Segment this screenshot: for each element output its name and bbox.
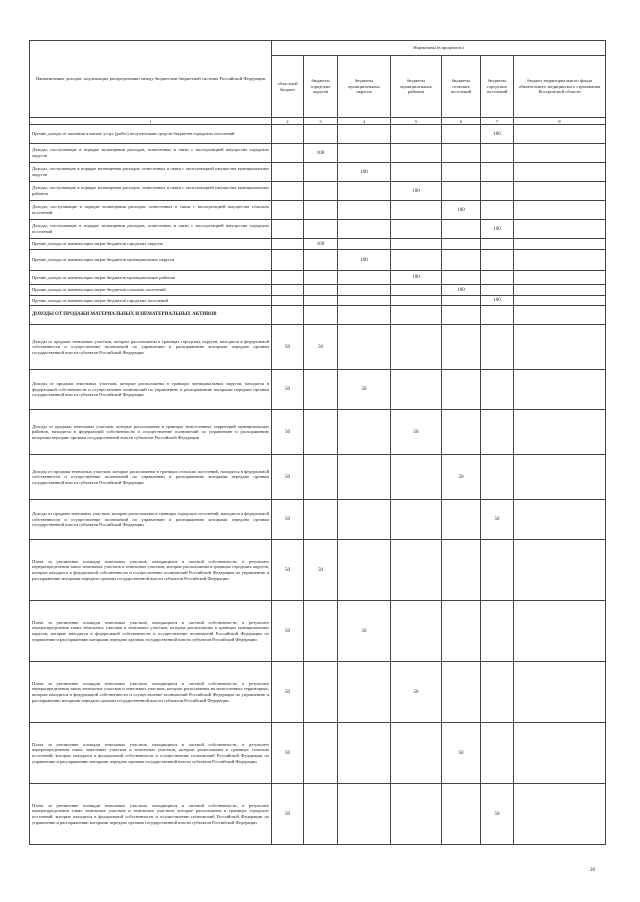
norm-value bbox=[481, 306, 514, 325]
table-row bbox=[30, 201, 606, 220]
revenue-name: Прочие доходы от компенсации затрат бюджетов сельских поселений bbox=[30, 285, 272, 296]
column-number: 2 bbox=[272, 118, 304, 125]
norm-value bbox=[272, 144, 304, 163]
table-row bbox=[30, 662, 606, 723]
norm-value bbox=[481, 163, 514, 182]
revenue-name: Прочие доходы от компенсации затрат бюджетов городских округов bbox=[30, 239, 272, 250]
revenue-name: Прочие доходы от оказания платных услуг (работ) получателями средств бюджетов городских поселений bbox=[30, 125, 272, 144]
table-row bbox=[30, 144, 606, 163]
norm-value bbox=[338, 325, 391, 370]
revenue-name: Доходы от продажи земельных участков, которые расположены в границах городских поселений, находятся в федеральной собственности и осуществление полномочий по управлению и распоряжению которыми передано органам государственной власти субъектов Российской Федерации bbox=[30, 500, 272, 540]
norm-value: 50 bbox=[272, 455, 304, 500]
table-row bbox=[30, 271, 606, 285]
norm-value bbox=[272, 201, 304, 220]
norm-value bbox=[391, 306, 442, 325]
norm-value bbox=[481, 662, 514, 723]
norm-value bbox=[514, 285, 606, 296]
norm-value bbox=[391, 220, 442, 239]
norm-value bbox=[481, 271, 514, 285]
norm-value: 50 bbox=[442, 723, 481, 784]
norm-value bbox=[514, 784, 606, 845]
name-column-header: Наименование доходов, подлежащих распределению между бюджетами бюджетной системы Российской Федерации bbox=[30, 41, 272, 118]
table-row bbox=[30, 455, 606, 500]
revenue-name: Доходы от продажи земельных участков, которые расположены в границах межселенных территорий муниципальных районов, находятся в федеральной собственности и осуществление полномочий по управлению и распоряжению которыми передано органам государственной власти субъектов Российской Федерации bbox=[30, 410, 272, 455]
table-row bbox=[30, 239, 606, 250]
norm-value bbox=[481, 601, 514, 662]
norm-value bbox=[304, 163, 338, 182]
norm-value bbox=[391, 163, 442, 182]
norm-value bbox=[514, 144, 606, 163]
norm-value bbox=[272, 296, 304, 306]
norm-value: 50 bbox=[304, 325, 338, 370]
norm-value bbox=[391, 455, 442, 500]
norm-value bbox=[338, 125, 391, 144]
norm-value: 50 bbox=[338, 370, 391, 410]
norm-value: 50 bbox=[272, 370, 304, 410]
norm-value bbox=[514, 455, 606, 500]
section-row bbox=[30, 306, 606, 325]
norm-value bbox=[442, 370, 481, 410]
revenue-name: Доходы, поступающие в порядке возмещения расходов, понесенных в связи с эксплуатацией имущества муниципальных округов bbox=[30, 163, 272, 182]
norm-value bbox=[391, 285, 442, 296]
norm-value bbox=[391, 144, 442, 163]
col-header-municipal-regions: бюджеты муниципальных районов bbox=[391, 56, 442, 118]
table-row bbox=[30, 250, 606, 271]
norm-value: 50 bbox=[272, 662, 304, 723]
norm-value bbox=[272, 271, 304, 285]
table-row bbox=[30, 325, 606, 370]
norm-value bbox=[304, 250, 338, 271]
norm-value bbox=[442, 296, 481, 306]
norm-value: 50 bbox=[272, 723, 304, 784]
norm-value bbox=[481, 250, 514, 271]
col-header-city-districts: бюджеты городских округов bbox=[304, 56, 338, 118]
norm-value bbox=[442, 540, 481, 601]
revenue-name: Прочие доходы от компенсации затрат бюджетов городских поселений bbox=[30, 296, 272, 306]
norm-value: 50 bbox=[391, 662, 442, 723]
norm-value bbox=[338, 455, 391, 500]
norm-value: 100 bbox=[304, 144, 338, 163]
norm-value: 100 bbox=[481, 220, 514, 239]
norm-value bbox=[391, 325, 442, 370]
norm-value bbox=[338, 239, 391, 250]
norm-value bbox=[514, 325, 606, 370]
norm-value bbox=[514, 540, 606, 601]
norm-value: 50 bbox=[272, 784, 304, 845]
norm-value bbox=[272, 306, 304, 325]
norm-value: 100 bbox=[481, 125, 514, 144]
norm-value bbox=[514, 410, 606, 455]
table-row bbox=[30, 540, 606, 601]
norm-value bbox=[338, 182, 391, 201]
norm-value bbox=[514, 296, 606, 306]
norm-value bbox=[338, 410, 391, 455]
revenue-name: Доходы, поступающие в порядке возмещения расходов, понесенных в связи с эксплуатацией имущества городских поселений bbox=[30, 220, 272, 239]
norm-value bbox=[514, 163, 606, 182]
norm-value bbox=[304, 201, 338, 220]
norm-value bbox=[514, 125, 606, 144]
norm-value: 100 bbox=[391, 271, 442, 285]
norm-value: 50 bbox=[272, 540, 304, 601]
section-title: ДОХОДЫ ОТ ПРОДАЖИ МАТЕРИАЛЬНЫХ И НЕМАТЕРИАЛЬНЫХ АКТИВОВ bbox=[30, 306, 272, 325]
norm-value bbox=[391, 239, 442, 250]
norm-value bbox=[304, 500, 338, 540]
norm-value bbox=[304, 370, 338, 410]
column-number: 1 bbox=[30, 118, 272, 125]
norm-value bbox=[442, 601, 481, 662]
norm-value bbox=[391, 723, 442, 784]
norm-value bbox=[514, 239, 606, 250]
norm-value bbox=[338, 296, 391, 306]
table-row bbox=[30, 296, 606, 306]
norm-value bbox=[338, 784, 391, 845]
norm-value bbox=[391, 601, 442, 662]
table-row bbox=[30, 370, 606, 410]
column-number: 4 bbox=[338, 118, 391, 125]
norm-value bbox=[442, 325, 481, 370]
norm-value bbox=[481, 239, 514, 250]
revenue-name: Доходы, поступающие в порядке возмещения расходов, понесенных в связи с эксплуатацией имущества городских округов bbox=[30, 144, 272, 163]
norm-value bbox=[514, 306, 606, 325]
norm-value bbox=[272, 220, 304, 239]
revenue-name: Плата за увеличение площади земельных участков, находящихся в частной собственности, в результате перераспределения таких земельных участков и земельных участков, которые расположены в границах сельских поселений, которые находятся в федеральной собственности и осуществление полномочий Российской Федерации по управлению и распоряжению которыми передано органам государственной власти субъектов Российской Федерации bbox=[30, 723, 272, 784]
norm-value bbox=[442, 144, 481, 163]
norm-value bbox=[514, 250, 606, 271]
norm-value: 50 bbox=[304, 540, 338, 601]
column-numbers-row bbox=[30, 118, 606, 125]
norm-value bbox=[481, 325, 514, 370]
col-header-rural-settlements: бюджеты сельских поселений bbox=[442, 56, 481, 118]
norm-value bbox=[514, 220, 606, 239]
norm-value: 50 bbox=[338, 601, 391, 662]
norm-value bbox=[514, 500, 606, 540]
col-header-regional: областной бюджет bbox=[272, 56, 304, 118]
norm-value bbox=[481, 455, 514, 500]
norm-value bbox=[481, 182, 514, 201]
table-row bbox=[30, 125, 606, 144]
norm-value bbox=[391, 500, 442, 540]
norm-value bbox=[442, 410, 481, 455]
norm-value: 50 bbox=[442, 455, 481, 500]
table-row bbox=[30, 601, 606, 662]
revenue-norms-table bbox=[29, 40, 606, 845]
norm-value bbox=[514, 601, 606, 662]
norm-value: 50 bbox=[272, 601, 304, 662]
norm-value bbox=[442, 271, 481, 285]
norm-value bbox=[304, 784, 338, 845]
norm-value bbox=[338, 540, 391, 601]
table-row bbox=[30, 784, 606, 845]
table-body bbox=[30, 125, 606, 845]
norm-value: 100 bbox=[481, 296, 514, 306]
norm-value: 100 bbox=[442, 201, 481, 220]
norm-value bbox=[338, 271, 391, 285]
revenue-name: Прочие доходы от компенсации затрат бюджетов муниципальных округов bbox=[30, 250, 272, 271]
norm-value bbox=[391, 201, 442, 220]
revenue-name: Доходы, поступающие в порядке возмещения расходов, понесенных в связи с эксплуатацией имущества сельских поселений bbox=[30, 201, 272, 220]
norm-value bbox=[442, 220, 481, 239]
norm-value bbox=[272, 163, 304, 182]
norm-value: 100 bbox=[391, 182, 442, 201]
norm-value bbox=[338, 201, 391, 220]
norm-value bbox=[481, 370, 514, 410]
norm-value bbox=[272, 182, 304, 201]
column-number: 7 bbox=[481, 118, 514, 125]
norm-value bbox=[442, 500, 481, 540]
norm-value: 50 bbox=[272, 500, 304, 540]
norm-value bbox=[442, 250, 481, 271]
norm-value bbox=[481, 410, 514, 455]
norm-value bbox=[338, 220, 391, 239]
norm-value bbox=[338, 285, 391, 296]
revenue-name: Доходы от продажи земельных участков, которые расположены в границах муниципальных округов, находятся в федеральной собственности и осуществление полномочий по управлению и распоряжению которыми передано органам государственной власти субъектов Российской Федерации bbox=[30, 370, 272, 410]
revenue-name: Плата за увеличение площади земельных участков, находящихся в частной собственности, в результате перераспределения таких земельных участков и земельных участков, которые расположены в границах городских поселений, которые находятся в федеральной собственности и осуществление полномочий Российской Федерации по управлению и распоряжению которыми передано органам государственной власти субъектов Российской Федерации bbox=[30, 784, 272, 845]
distribution-table-sheet bbox=[29, 40, 605, 845]
norm-value bbox=[481, 285, 514, 296]
norm-value: 100 bbox=[304, 239, 338, 250]
table-row bbox=[30, 182, 606, 201]
norm-value bbox=[338, 662, 391, 723]
norm-value: 50 bbox=[481, 500, 514, 540]
norm-value bbox=[304, 182, 338, 201]
column-number: 5 bbox=[391, 118, 442, 125]
norm-value bbox=[304, 410, 338, 455]
norm-value bbox=[304, 723, 338, 784]
norm-value bbox=[391, 370, 442, 410]
table-row bbox=[30, 723, 606, 784]
norm-value bbox=[481, 144, 514, 163]
norm-value bbox=[338, 144, 391, 163]
norm-value bbox=[338, 500, 391, 540]
col-header-urban-settlements: бюджеты городских поселений bbox=[481, 56, 514, 118]
norm-value: 50 bbox=[272, 410, 304, 455]
col-header-medical-insurance-fund: бюджет территориального фонда обязательного медицинского страхования Костромской области bbox=[514, 56, 606, 118]
norm-value bbox=[391, 784, 442, 845]
norm-value bbox=[272, 239, 304, 250]
page-number: 20 bbox=[590, 868, 595, 873]
revenue-name: Доходы от продажи земельных участков, которые расположены в границах городских округов, находятся в федеральной собственности и осуществление полномочий по управлению и распоряжению которыми передано органам государственной власти субъектов Российской Федерации bbox=[30, 325, 272, 370]
norm-value: 50 bbox=[481, 784, 514, 845]
norm-value: 100 bbox=[338, 163, 391, 182]
norm-value bbox=[514, 182, 606, 201]
norm-value bbox=[514, 271, 606, 285]
revenue-name: Доходы от продажи земельных участков, которые расположены в границах сельских поселений, находятся в федеральной собственности и осуществление полномочий по управлению и распоряжению которыми передано органам государственной власти субъектов Российской Федерации bbox=[30, 455, 272, 500]
norm-value bbox=[304, 125, 338, 144]
revenue-name: Доходы, поступающие в порядке возмещения расходов, понесенных в связи с эксплуатацией имущества муниципальных районов bbox=[30, 182, 272, 201]
norm-value bbox=[442, 784, 481, 845]
norm-value bbox=[514, 370, 606, 410]
norm-value bbox=[442, 182, 481, 201]
norm-value bbox=[514, 723, 606, 784]
norm-value bbox=[481, 201, 514, 220]
table-row bbox=[30, 410, 606, 455]
norm-value bbox=[391, 540, 442, 601]
norm-value bbox=[304, 455, 338, 500]
norm-value: 50 bbox=[391, 410, 442, 455]
norm-value bbox=[442, 662, 481, 723]
norm-value bbox=[481, 540, 514, 601]
norm-value bbox=[304, 271, 338, 285]
table-row bbox=[30, 163, 606, 182]
revenue-name: Плата за увеличение площади земельных участков, находящихся в частной собственности, в результате перераспределения таких земельных участков и земельных участков, которые расположены в границах муниципальных округов, которые находятся в федеральной собственности и осуществление полномочий Российской Федерации по управлению и распоряжению которыми передано органам государственной власти субъектов Российской Федерации bbox=[30, 601, 272, 662]
revenue-name: Плата за увеличение площади земельных участков, находящихся в частной собственности, в результате перераспределения таких земельных участков и земельных участков, которые расположены в границах городских округов, которые находятся в федеральной собственности и осуществление полномочий Российской Федерации по управлению и распоряжению которыми передано органам государственной власти субъектов Российской Федерации bbox=[30, 540, 272, 601]
revenue-name: Плата за увеличение площади земельных участков, находящихся в частной собственности, в результате перераспределения таких земельных участков и земельных участков, которые расположены на межселенных территориях, которые находятся в федеральной собственности и осуществление полномочий Российской Федерации по управлению и распоряжению которыми передано органам государственной власти субъектов Российской Федерации bbox=[30, 662, 272, 723]
norm-value bbox=[304, 601, 338, 662]
norm-value bbox=[481, 723, 514, 784]
norm-value bbox=[391, 250, 442, 271]
norm-value bbox=[272, 125, 304, 144]
norm-value bbox=[272, 285, 304, 296]
norm-value bbox=[304, 662, 338, 723]
column-number: 3 bbox=[304, 118, 338, 125]
norm-value: 50 bbox=[272, 325, 304, 370]
norm-value bbox=[304, 306, 338, 325]
norm-value bbox=[514, 662, 606, 723]
norm-value bbox=[391, 125, 442, 144]
norm-value bbox=[442, 239, 481, 250]
column-number: 6 bbox=[442, 118, 481, 125]
norms-header: Нормативы (в процентах) bbox=[272, 41, 606, 56]
norm-value bbox=[304, 220, 338, 239]
norm-value: 100 bbox=[442, 285, 481, 296]
table-row bbox=[30, 500, 606, 540]
column-number: 8 bbox=[514, 118, 606, 125]
norm-value bbox=[442, 163, 481, 182]
norm-value bbox=[338, 723, 391, 784]
norm-value bbox=[442, 306, 481, 325]
norm-value bbox=[514, 201, 606, 220]
norm-value bbox=[338, 306, 391, 325]
revenue-name: Прочие доходы от компенсации затрат бюджетов муниципальных районов bbox=[30, 271, 272, 285]
norm-value: 100 bbox=[338, 250, 391, 271]
norm-value bbox=[304, 285, 338, 296]
norm-value bbox=[391, 296, 442, 306]
norm-value bbox=[442, 125, 481, 144]
table-row bbox=[30, 220, 606, 239]
col-header-municipal-districts: бюджеты муниципальных округов bbox=[338, 56, 391, 118]
norm-value bbox=[272, 250, 304, 271]
table-row bbox=[30, 285, 606, 296]
norm-value bbox=[304, 296, 338, 306]
